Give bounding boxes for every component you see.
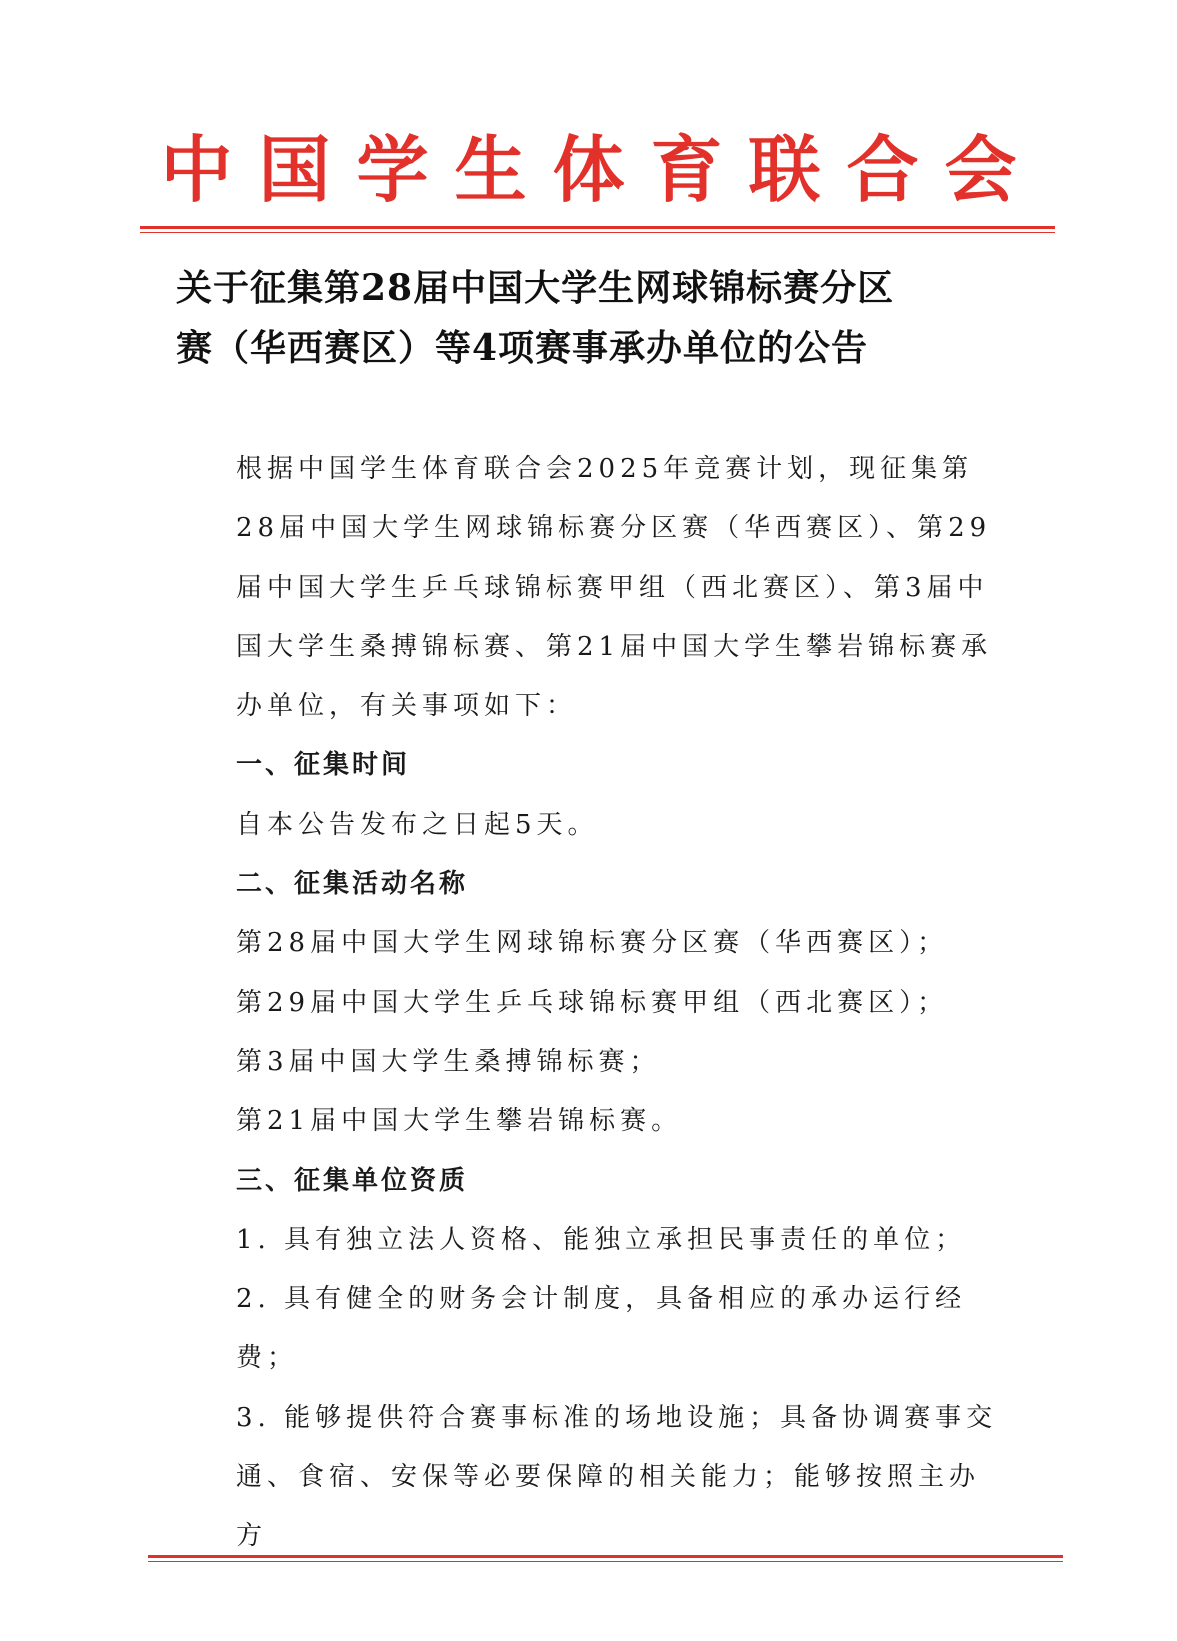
event-item: 第28届中国大学生网球锦标赛分区赛（华西赛区）； [236,928,949,959]
header-rule [140,226,1055,229]
footer-rule-thin [148,1561,1063,1562]
qualification-item: 3. 能够提供符合赛事标准的场地设施；具备协调赛事交通、食宿、安保等必要保障的相关能力；能够按照主办方 [236,1402,998,1552]
section-heading-time: 一、征集时间 [236,750,411,781]
qualification-item: 2. 具有健全的财务会计制度，具备相应的承办运行经费； [236,1284,967,1374]
announcement-title [140,258,1040,378]
intro-paragraph: 根据中国学生体育联合会2025年竞赛计划，现征集第28届中国大学生网球锦标赛分区赛（华西赛区）、第29届中国大学生乒乓球锦标赛甲组（西北赛区）、第3届中国大学生桑搏锦标赛、第21届中国大学生攀岩锦标赛承办单位，有关事项如下： [236,454,993,722]
section-text-time: 自本公告发布之日起5天。 [236,809,599,840]
title-line-2: 赛（华西赛区）等4项赛事承办单位的公告 [176,327,869,369]
event-item: 第29届中国大学生乒乓球锦标赛甲组（西北赛区）； [236,987,949,1018]
event-item: 第21届中国大学生攀岩锦标赛。 [236,1106,683,1137]
footer-rule [148,1555,1063,1558]
section-heading-events: 二、征集活动名称 [236,869,469,900]
section-heading-qualifications: 三、征集单位资质 [236,1165,469,1196]
title-line-1: 关于征集第28届中国大学生网球锦标赛分区 [176,267,895,309]
header-rule-thin [140,232,1055,233]
qualification-item: 1. 具有独立法人资格、能独立承担民事责任的单位； [236,1224,967,1255]
event-item: 第3届中国大学生桑搏锦标赛； [236,1046,661,1077]
masthead-title: 中国学生体育联合会 [160,127,1043,212]
announcement-body [175,440,1005,1567]
